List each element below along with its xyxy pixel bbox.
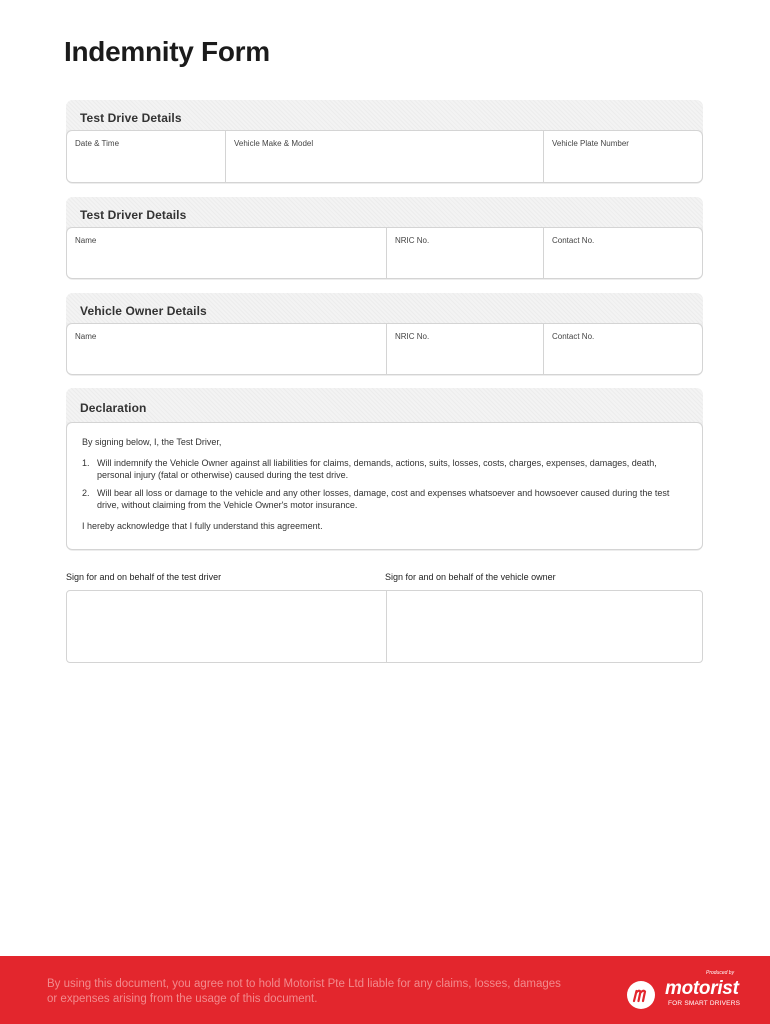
- vehicle-plate-number-field[interactable]: Vehicle Plate Number: [552, 139, 629, 148]
- vehicle-owner-section: [66, 293, 703, 376]
- section-heading: Vehicle Owner Details: [66, 293, 703, 323]
- declaration-text: [67, 423, 702, 532]
- signature-area: [66, 590, 703, 663]
- produced-by-label: Produced by: [706, 970, 735, 976]
- owner-signature-label: Sign for and on behalf of the vehicle owner: [385, 572, 556, 582]
- section-heading: Test Driver Details: [66, 197, 703, 227]
- driver-name-field[interactable]: Name: [67, 228, 387, 278]
- driver-signature-box[interactable]: [67, 591, 387, 662]
- item-text: Will indemnify the Vehicle Owner against all liabilities for claims, demands, actions, suits, losses, costs, charges, expenses, damages, death, personal injury (fatal or otherwise) caused during the test drive.: [97, 458, 657, 480]
- motorist-logo-icon: [626, 980, 656, 1010]
- section-heading: Declaration: [66, 388, 703, 422]
- driver-contact-field[interactable]: Contact No.: [552, 236, 595, 245]
- page-title: Indemnity Form: [64, 36, 270, 67]
- section-heading: Test Drive Details: [66, 100, 703, 130]
- declaration-intro: By signing below, I, the Test Driver,: [82, 437, 222, 447]
- item-number: 2.: [82, 488, 90, 498]
- declaration-section: [66, 388, 703, 551]
- declaration-closing: I hereby acknowledge that I fully understand this agreement.: [82, 521, 323, 531]
- item-text: Will bear all loss or damage to the vehicle and any other losses, damage, cost and expenses whatsoever and howsoever caused during the test drive, without claiming from the Vehicle Owner's motor insurance.: [97, 488, 670, 510]
- date-time-field[interactable]: Date & Time: [67, 131, 226, 182]
- brand-name: motorist: [665, 978, 739, 999]
- owner-name-field[interactable]: Name: [67, 324, 387, 374]
- owner-nric-field[interactable]: NRIC No.: [387, 324, 544, 374]
- footer-disclaimer: By using this document, you agree not to hold Motorist Pte Ltd liable for any claims, losses, damages or expenses arising from the usage of this document.: [47, 978, 561, 1005]
- brand-tagline: FOR SMART DRIVERS: [668, 1000, 741, 1007]
- driver-signature-label: Sign for and on behalf of the test driver: [66, 572, 222, 582]
- item-number: 1.: [82, 458, 90, 468]
- test-drive-section: [66, 100, 703, 184]
- test-driver-section: [66, 197, 703, 280]
- declaration-item: [82, 487, 688, 511]
- owner-contact-field[interactable]: Contact No.: [552, 332, 595, 341]
- driver-nric-field[interactable]: NRIC No.: [387, 228, 544, 278]
- vehicle-make-model-field[interactable]: Vehicle Make & Model: [226, 131, 544, 182]
- declaration-item: [82, 457, 688, 481]
- declaration-list: [82, 457, 688, 511]
- owner-signature-box[interactable]: [387, 591, 702, 662]
